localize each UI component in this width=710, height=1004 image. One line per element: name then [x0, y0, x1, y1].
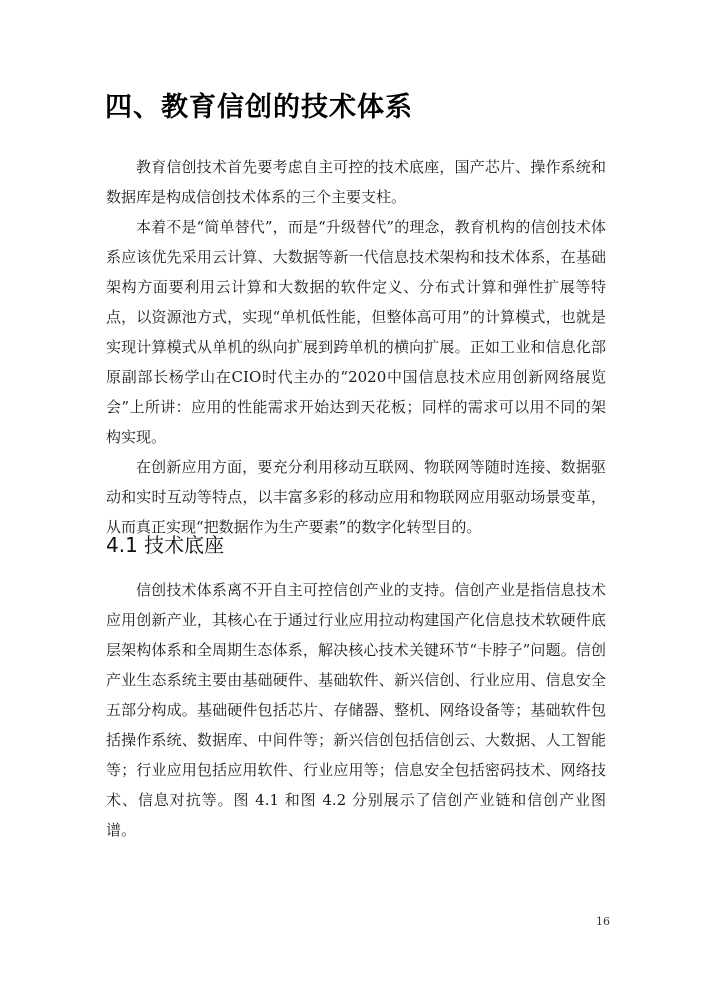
intro-paragraph-3: 在创新应用方面，要充分利用移动互联网、物联网等随时连接、数据驱动和实时互动等特点，以丰富多彩的移动应用和物联网应用驱动场景变革，从而真正实现“把数据作为生产要素”的数字化转型目的。 — [106, 458, 606, 536]
intro-paragraph-1: 教育信创技术首先要考虑自主可控的技术底座，国产芯片、操作系统和数据库是构成信创技术体系的三个主要支柱。 — [106, 158, 606, 206]
section-body — [106, 575, 606, 845]
intro-section — [106, 152, 606, 542]
section-paragraph: 信创技术体系离不开自主可控信创产业的支持。信创产业是指信息技术应用创新产业，其核心在于通过行业应用拉动构建国产化信息技术软硬件底层架构体系和全周期生态体系，解决核心技术关键环节“卡脖子”问题。信创产业生态系统主要由基础硬件、基础软件、新兴信创、行业应用、信息安全五部分构成。基础硬件包括芯片、存储器、整机、网络设备等；基础软件包括操作系统、数据库、中间件等；新兴信创包括信创云、大数据、人工智能等；行业应用包括应用软件、行业应用等；信息安全包括密码技术、网络技术、信息对抗等。图 4.1 和图 4.2 分别展示了信创产业链和信创产业图谱。 — [106, 581, 606, 839]
intro-paragraph-2: 本着不是“简单替代”，而是“升级替代”的理念，教育机构的信创技术体系应该优先采用云计算、大数据等新一代信息技术架构和技术体系，在基础架构方面要利用云计算和大数据的软件定义、分布式计算和弹性扩展等特点，以资源池方式，实现“单机低性能，但整体高可用”的计算模式，也就是实现计算模式从单机的纵向扩展到跨单机的横向扩展。正如工业和信息化部原副部长杨学山在CIO时代主办的“2020中国信息技术应用创新网络展览会”上所讲：应用的性能需求开始达到天花板；同样的需求可以用不同的架构实现。 — [106, 218, 606, 446]
page-number: 16 — [596, 915, 610, 928]
chapter-title: 四、教育信创的技术体系 — [105, 92, 413, 123]
section-heading: 4.1 技术底座 — [106, 533, 225, 557]
